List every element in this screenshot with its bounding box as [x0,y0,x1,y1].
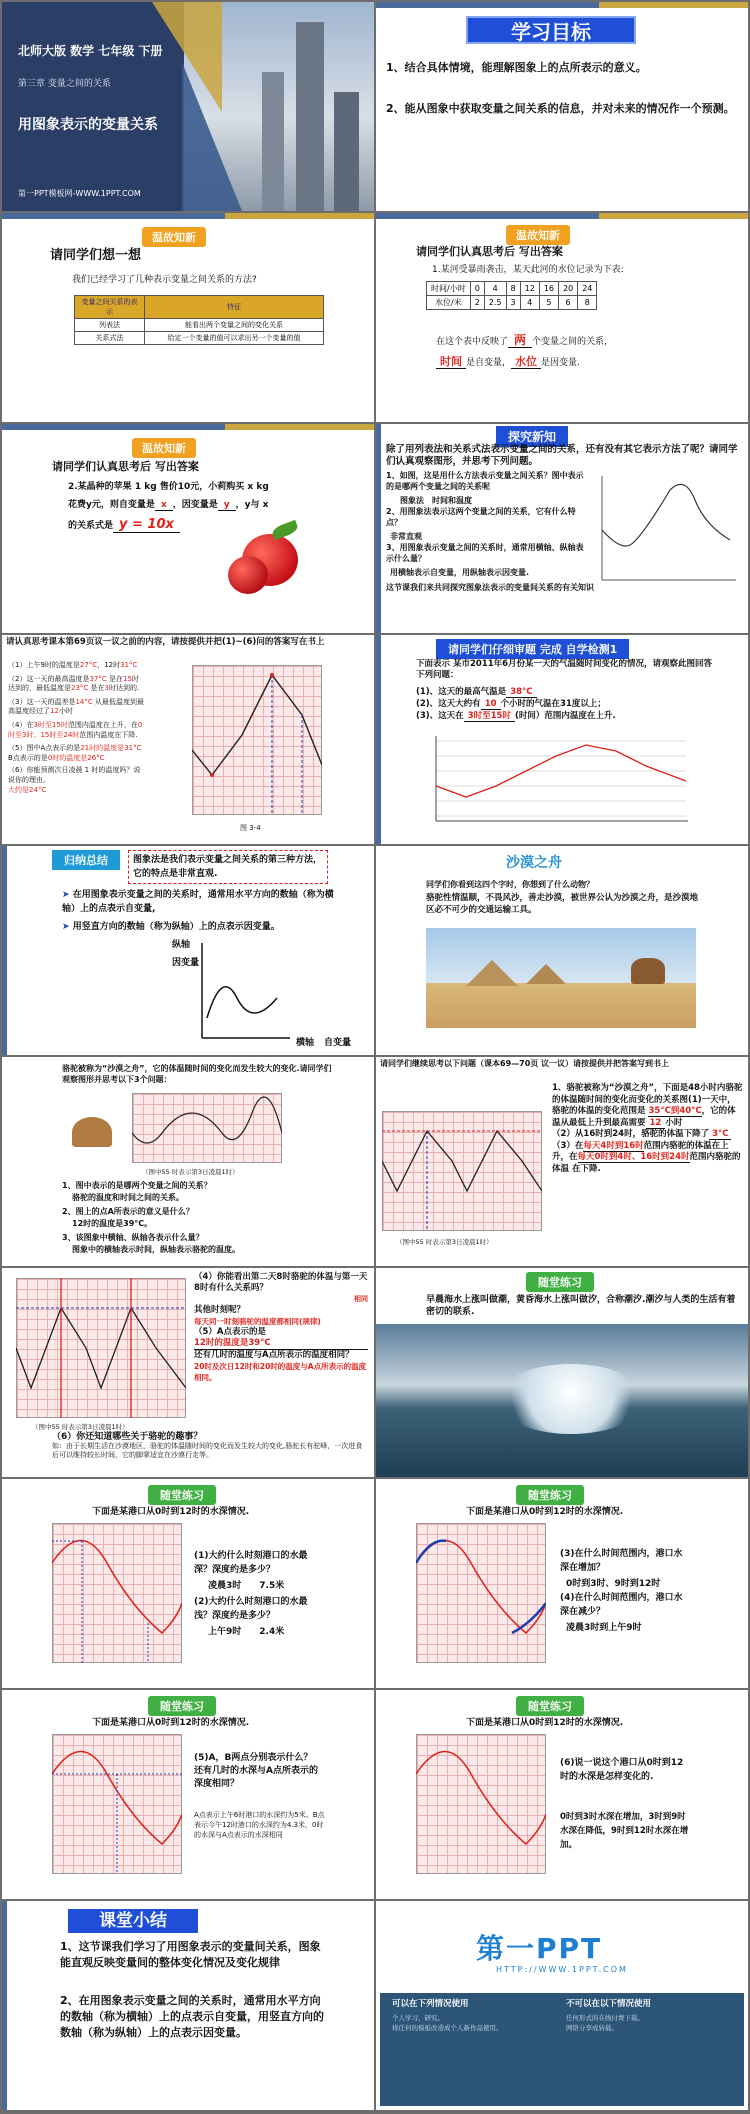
a1v: 27°C [79,661,98,669]
a6v: 大约是24°C [8,785,47,794]
q3: （3）在 [552,1140,584,1151]
q1b: ，它的体温从最低上升到最高需要 [552,1106,736,1128]
left-bar [2,846,7,1055]
a1-blank: 两 [508,333,532,348]
a5b: B点表示的是 [8,753,48,762]
water-table-cell: 8 [506,282,520,296]
wave-photo [376,1324,748,1477]
summary-bullet-1 [62,888,342,916]
summary-box: 图象法是我们表示变量之间关系的第三种方法，它的特点是非常直观. [128,850,328,884]
summary-title: 课堂小结 [68,1909,198,1933]
camel-icon [72,1117,112,1147]
th-feature: 特征 [145,296,324,319]
skyscraper-shape [296,22,324,211]
credits-l3: 将任何的模板改造成个人新作品使用。 [392,2024,503,2032]
sc-a1-v: 38°C [506,687,536,698]
camel-q-block [552,1083,744,1175]
a2: （2）这一天的最高温度是 [8,674,90,683]
q1c: 小时 [665,1117,683,1128]
explore-tag: 探究新知 [496,426,568,447]
a1-text: 在这个表中反映了 [436,337,509,347]
slide-1-cover[interactable] [2,2,374,211]
skyscraper-shape-3 [334,92,359,211]
answer-line-2 [436,355,580,370]
water-table-cell: 6 [559,296,578,310]
credits-l4: 网络分享或转载。 [566,2024,618,2032]
camel-line-chart [16,1278,186,1418]
practice-tag: 随堂练习 [526,1272,594,1292]
left-bar [376,424,381,633]
apple-q1: 2.某晶种的苹果 1 kg 售价10元，小莉购买 x kg [68,482,269,492]
review-tag: 温故知新 [142,227,206,247]
slide-8-self-check[interactable] [376,635,748,844]
camel-q2: 2、图上的点A所表示的意义是什么？ [62,1207,194,1216]
x-axis-label: 横轴 [296,1038,315,1048]
practice-tag: 随堂练习 [516,1696,584,1716]
explore-q2: 2、用图象法表示这两个变量之间的关系，它有什么特点？ [386,507,576,527]
slide-14-tide[interactable] [376,1268,748,1477]
camel-a2: 12时的温度是39°C。 [72,1219,153,1228]
explore-q1: 1、如图，这是用什么方法表示变量之间关系？图中表示的是哪两个变量之间的关系呢 [386,471,584,491]
bullet-icon: ➤ [62,922,73,932]
water-table-cell: 20 [559,282,578,296]
camel-caption: （图中55 时表示第3日凌晨1时） [32,1423,129,1431]
sc-a1-q: (1)、这天的最高气温是 [416,687,507,697]
slide-19-class-summary[interactable] [2,1901,374,2110]
x-axis-label-2: 自变量 [324,1038,352,1048]
harbor-q2: (2)大约什么时刻港口的水最浅？深度约是多少？ [194,1597,308,1621]
slide-2-goals[interactable] [376,2,748,211]
slide-15-harbor-1[interactable] [2,1479,374,1688]
a3d: 小时 [58,707,73,716]
sc-a3-v: 3时至15时 [464,711,515,722]
harbor-a1: 凌晨3时 7.5米 [208,1581,285,1591]
credits-h2: 不可以在以下情况使用 [566,1999,652,2009]
desert-question: 同学们你看到这四个字时，你想到了什么动物？ [426,880,594,889]
slide-18-harbor-4[interactable] [376,1690,748,1899]
explore-a2: 非常直观 [390,532,422,541]
water-table-cell: 4 [484,282,506,296]
harbor-heading: 下面是某港口从0时到12时的水深情况. [466,1718,624,1728]
slide-3-review[interactable] [2,213,374,422]
b2: 用竖直方向的数轴（称为纵轴）上的点表示因变量。 [72,922,280,932]
water-table-row [427,296,597,310]
y-axis-label-2: 因变量 [172,958,200,968]
water-table-cell: 2.5 [484,296,506,310]
a2c: 15 [123,674,132,683]
temperature-curve-chart [590,470,740,590]
a5: 12时的温度是39°C [194,1338,368,1350]
cover-footer: 第一PPT模板网-WWW.1PPT.COM [18,189,141,198]
goals-title: 学习目标 [466,16,636,44]
a4b: 每天同一时刻骆驼的温度都相同(规律) [194,1317,321,1326]
credits-l2: 任何形式的在线付费下载。 [566,2014,644,2022]
a2f: 是在 [90,684,105,693]
q3-text: 的关系式是 [68,521,114,531]
water-table-cell: 8 [578,296,597,310]
practice-tag: 随堂练习 [516,1485,584,1505]
a1: 35°C到40°C [648,1106,702,1116]
goal-1: 1、结合具体情境，能理解图象上的点所表示的意义。 [386,61,647,74]
cell-formula: 关系式法 [75,332,145,345]
a5c: 0时的温度是26°C [47,753,105,762]
answer-line-1 [436,333,613,349]
water-table-cell: 3 [506,296,520,310]
chart-caption: 图 3-4 [240,824,261,832]
apple-q3 [68,518,180,533]
pyramid-shape-2 [526,964,566,984]
credits-l1: 个人学习、研究。 [392,2014,444,2022]
water-table-cell: 24 [578,282,597,296]
axes-diagram [182,938,292,1048]
temperature-line-chart [192,665,322,815]
harbor-depth-curve [52,1523,182,1663]
slide-16-harbor-2[interactable] [376,1479,748,1688]
sc-a2-b: 个小时的气温在31度以上； [500,699,606,709]
a6: 如：由于长期生活在沙漠地区，骆驼的体温随时间的变化而发生较大的变化,骆驼长有驼峰，一次进食后可以维持较长时间，它的脚掌适宜在沙漠行走等。 [52,1442,363,1459]
cell-list: 列表法 [75,319,145,332]
a2h: 时达到的. [109,684,140,693]
cover-triangle-blue [182,62,242,211]
left-bar [2,1901,7,2110]
camel-paragraph: 骆驼被称为“沙漠之舟”，它的体温随时间的变化而发生较大的变化.请同学们观察图形并思考以下3个问题： [62,1064,332,1084]
wave-crest-shape [496,1364,646,1434]
left-bar [376,635,381,844]
camel-q1: 1、图中表示的是哪两个变量之间的关系？ [62,1181,212,1190]
sc-a2-q: (2)、这天大约有 [416,699,481,709]
pyramid-shape [466,960,518,986]
a5b: 20时及次日12时和20时的温度与A点所表示的温度相同。 [194,1362,367,1382]
water-table-row [427,282,597,296]
slide-4-water-table[interactable] [376,213,748,422]
water-table-cell: 2 [470,296,484,310]
tide-paragraph: 早晨海水上涨叫做潮，黄昏海水上涨叫做汐，合称潮汐.潮汐与人类的生活有着密切的联系. [426,1295,736,1317]
slide-7-textbook[interactable] [2,635,374,844]
q2-blank-1: x [155,500,173,511]
a2-blank-2: 水位 [511,355,541,369]
a1c: 31°C [120,661,138,669]
water-table-cell: 16 [539,282,558,296]
q2-blank-2: y [218,500,236,511]
sc-a3-q: (3)、这天在 [416,711,464,721]
practice-tag: 随堂练习 [148,1696,216,1716]
q2: （2）从16时到24时，骆驼的体温下降了 [552,1129,710,1139]
explore-end: 这节课我们来共同探究图象法表示的变量间关系的有关知识 [386,583,594,592]
q3b: 范围内骆驼的体温在上升，在 [552,1140,729,1162]
sc-a3 [416,709,616,723]
cell-list-feature: 能看出两个变量之间的变化关系 [145,319,324,332]
q2-text: 花费y元，则自变量是 [68,500,155,510]
cover-book: 北师大版 数学 七年级 下册 [18,44,163,58]
camel-a1: 骆驼的温度和时间之间的关系。 [72,1193,184,1202]
review-heading: 请同学们想一想 [50,248,142,263]
harbor-heading: 下面是某港口从0时到12时的水深情况. [92,1718,250,1728]
a2d: 时达到的，最低温度是 [8,674,139,693]
a3: （3）这一天的温差是 [8,697,76,706]
a4v: 3时至15时 [33,720,68,729]
summary-bullet-2 [62,920,352,934]
harbor-a2: 上午9时 2.4米 [208,1627,285,1637]
methods-table [74,295,324,345]
harbor-a4: 凌晨3时到上午9时 [566,1623,642,1633]
textbook-heading: 请认真思考课本第69页议一议之前的内容，请按提供并把(1)~(6)问的答案写在书上 [6,637,325,647]
credits-logo: 第一PPT [476,1932,603,1965]
camel-caption: （图中55 时表示第3日凌晨1时） [142,1168,239,1176]
water-table-cell: 4 [520,296,539,310]
s13-answers [194,1272,368,1383]
self-check-intro: 下面表示 某市2011年6月份某一天的气温随时间变化的情况，请观察此图回答下列问题： [416,659,713,680]
a4b: 范围内温度在上升，在 [67,720,138,729]
water-table-cell: 5 [539,296,558,310]
y-axis-label: 纵轴 [172,940,191,950]
sc-a2-v: 10 [481,699,501,710]
slide-6-explore[interactable] [376,424,748,633]
practice-tag: 随堂练习 [148,1485,216,1505]
goal-2: 2、能从图象中获取变量之间关系的信息，并对未来的情况作一个预测。 [386,102,735,115]
q4: （4）你能看出第二天8时骆驼的体温与第一天8时有什么关系吗？ [194,1272,368,1293]
harbor-q6: (6)说一说这个港口从0时到12时的水深是怎样变化的. [560,1758,684,1782]
q6: （6）你还知道哪些关于骆驼的趣事？ [52,1432,203,1442]
a1b: ，12时 [97,661,121,669]
a3b: 每天0时到4时、16时到24时 [577,1152,690,1162]
water-table-cell: 时间/小时 [427,282,471,296]
summary-tag: 归纳总结 [52,850,120,870]
top-bar [376,213,748,219]
cover-chapter: 第三章 变量之间的关系 [18,79,111,89]
slide-11-camel[interactable] [2,1057,374,1266]
harbor-q1: (1)大约什么时刻港口的水最深？深度约是多少？ [194,1551,308,1575]
city-temperature-chart [426,731,696,831]
a5v: 21时的温度是31°C [80,744,142,753]
q5: （5）A点表示的是 [194,1327,266,1337]
a6: （6）你能预测次日凌晨 1 时的温度吗？说说你的理由。 [8,766,141,784]
cover-title: 用图象表示的变量关系 [18,117,158,133]
credits-url: HTTP://WWW.1PPT.COM [496,1965,628,1974]
slide-10-desert[interactable] [376,846,748,1055]
a4: 相同 [354,1295,368,1303]
a2-text-2: 是因变量. [541,358,580,368]
harbor-q4: (4)在什么时间范围内，港口水深在减少？ [560,1593,683,1617]
harbor-a6: 0时到3时水深在增加，3时到9时水深在降低，9时到12时水深在增加。 [560,1812,689,1850]
bullet-icon: ➤ [62,890,73,900]
a4: （4）在 [8,720,34,729]
a4d: 范围内温度在下降. [79,730,138,739]
slide-9-summary[interactable] [2,846,374,1055]
a2b: 是在 [109,674,123,683]
summary-p2: 2、在用图象表示变量之间的关系时，通常用水平方向的数轴（称为横轴）上的点表示自变量，用竖直方向的数轴（称为纵轴）上的点表示因变量。 [60,1994,324,2039]
slide-17-harbor-3[interactable] [2,1690,374,1899]
camel-line-chart [382,1111,542,1231]
harbor-heading: 下面是某港口从0时到12时的水深情况. [466,1507,624,1517]
review-heading: 请同学们认真思考后 写出答案 [52,460,199,473]
water-level-table [426,281,597,310]
review-tag: 温故知新 [132,438,196,458]
s7-answers [8,661,144,795]
slide-12-camel-questions[interactable] [376,1057,748,1266]
q4b: 其他时刻呢？ [194,1305,246,1315]
review-tag: 温故知新 [506,225,570,245]
water-table-cell: 0 [470,282,484,296]
harbor-depth-curve [416,1523,546,1663]
a2-text: 是自变量， [466,358,512,368]
self-check-tag: 请同学们仔细审题 完成 自学检测1 [436,639,629,659]
q3-blank: y = 10x [113,517,180,533]
harbor-q5: (5)A，B两点分别表示什么？还有几时的水深与A点所表示的深度相同？ [194,1753,318,1789]
a2g: 3 [104,684,109,693]
explore-a1: 图象法 时间和温度 [400,496,472,505]
camel-caption: （图中55 时表示第3日凌晨1时） [396,1238,493,1246]
a4c: 0时至3时、15时至24时 [8,720,143,739]
a3b: 从最低温度到最高温度经过了 [8,697,144,716]
apple-icon-2 [228,556,268,594]
slide-13-camel-more[interactable] [2,1268,374,1477]
harbor-q3: (3)在什么时间范围内，港口水深在增加？ [560,1549,683,1573]
q2-text-3: ，y与 x [235,500,269,510]
a5: （5）图中A点表示的是 [8,744,81,753]
explore-q3: 3、用图象表示变量之间的关系时，通常用横轴、纵轴表示什么量？ [386,543,584,563]
credits-h1: 可以在下列情况使用 [392,1999,469,2009]
camel-q3: 3、该图象中横轴、纵轴各表示什么量？ [62,1233,204,1242]
top-bar [2,213,374,219]
review-heading: 请同学们认真思考后 写出答案 [416,245,563,258]
explore-a3: 用横轴表示自变量，用纵轴表示因变量. [390,568,530,577]
a2v: 37°C [89,674,107,683]
apple-q2 [68,498,268,512]
a3: 每天4时到16时 [583,1140,644,1151]
a1: （1）上午9时的温度是 [8,661,80,669]
a3c: 12 [50,707,59,716]
desert-paragraph: 骆驼性情温顺，不畏风沙，善走沙漠，被世界公认为沙漠之舟，是沙漠地区必不可少的交通运输工具。 [426,893,699,915]
water-table-cell: 水位/米 [427,296,471,310]
a1b: 12 [646,1118,666,1129]
q2-text-2: ，因变量是 [172,500,218,510]
water-table-cell: 12 [520,282,539,296]
harbor-a3: 0时到3时、9时到12时 [566,1579,661,1589]
top-bar [2,424,374,430]
camel-a3: 图象中的横轴表示时间，纵轴表示骆驼的温度。 [72,1245,240,1254]
b1: 在用图象表示变量之间的关系时，通常用水平方向的数轴（称为横轴）上的点表示自变量, [62,890,334,914]
review-question: 我们已经学习了几种表示变量之间关系的方法? [72,275,257,285]
q5b: 还有几时的温度与A点所表示的温度相同？ [194,1350,354,1360]
a3v: 14°C [75,697,93,706]
harbor-heading: 下面是某港口从0时到12时的水深情况. [92,1507,250,1517]
a2-blank: 时间 [436,355,466,369]
a2e: 23°C [71,684,89,693]
skyscraper-shape-2 [262,72,284,211]
q3c: 范围内骆驼的体温 在下降. [552,1152,741,1174]
sc-a3-b: (时间）范围内温度在上升. [514,711,616,721]
harbor-depth-curve [52,1734,182,1874]
a1-text-2: 个变量之间的关系， [532,337,614,347]
q1: 1、骆驼被称为“沙漠之舟”，下面是48小时内骆驼的体温随时间的变化而变化的关系图(1)一天中，骆驼的体温的变化范围是 [552,1083,743,1116]
explore-intro: 除了用列表法和关系式法表示变量之间的关系，还有没有其它表示方法了呢？请同学们认真观察图形，并思考下列问题。 [386,444,738,467]
th-relation: 变量之间关系的表示 [75,296,145,319]
desert-photo [426,928,696,1028]
camel-shape [631,958,665,984]
water-question: 1.某河受暴雨袭击，某天此河的水位记录为下表: [432,265,624,275]
harbor-depth-curve [416,1734,546,1874]
slide-20-credits[interactable] [376,1901,748,2110]
slide-5-apple[interactable] [2,424,374,633]
harbor-a5: A点表示上午6时港口的水深约为5米。B点表示今午12时港口的水深约为4.3米，0时的水深与A点表示的水深相同 [194,1811,325,1839]
top-bar [376,2,748,8]
camel-temp-curve [132,1093,282,1163]
summary-p1: 1、这节课我们学习了用图象表示的变量间关系，图象能直观反映变量间的整体变化情况及变化规律 [60,1940,321,1969]
cell-formula-feature: 给定一个变量的值可以求出另一个变量的值 [145,332,324,345]
a2: 3°C [709,1129,731,1140]
desert-title: 沙漠之舟 [506,855,562,871]
camel-heading: 请同学们继续思考以下问题（课本69—70页 议一议）请按提供并把答案写到书上 [380,1059,670,1068]
